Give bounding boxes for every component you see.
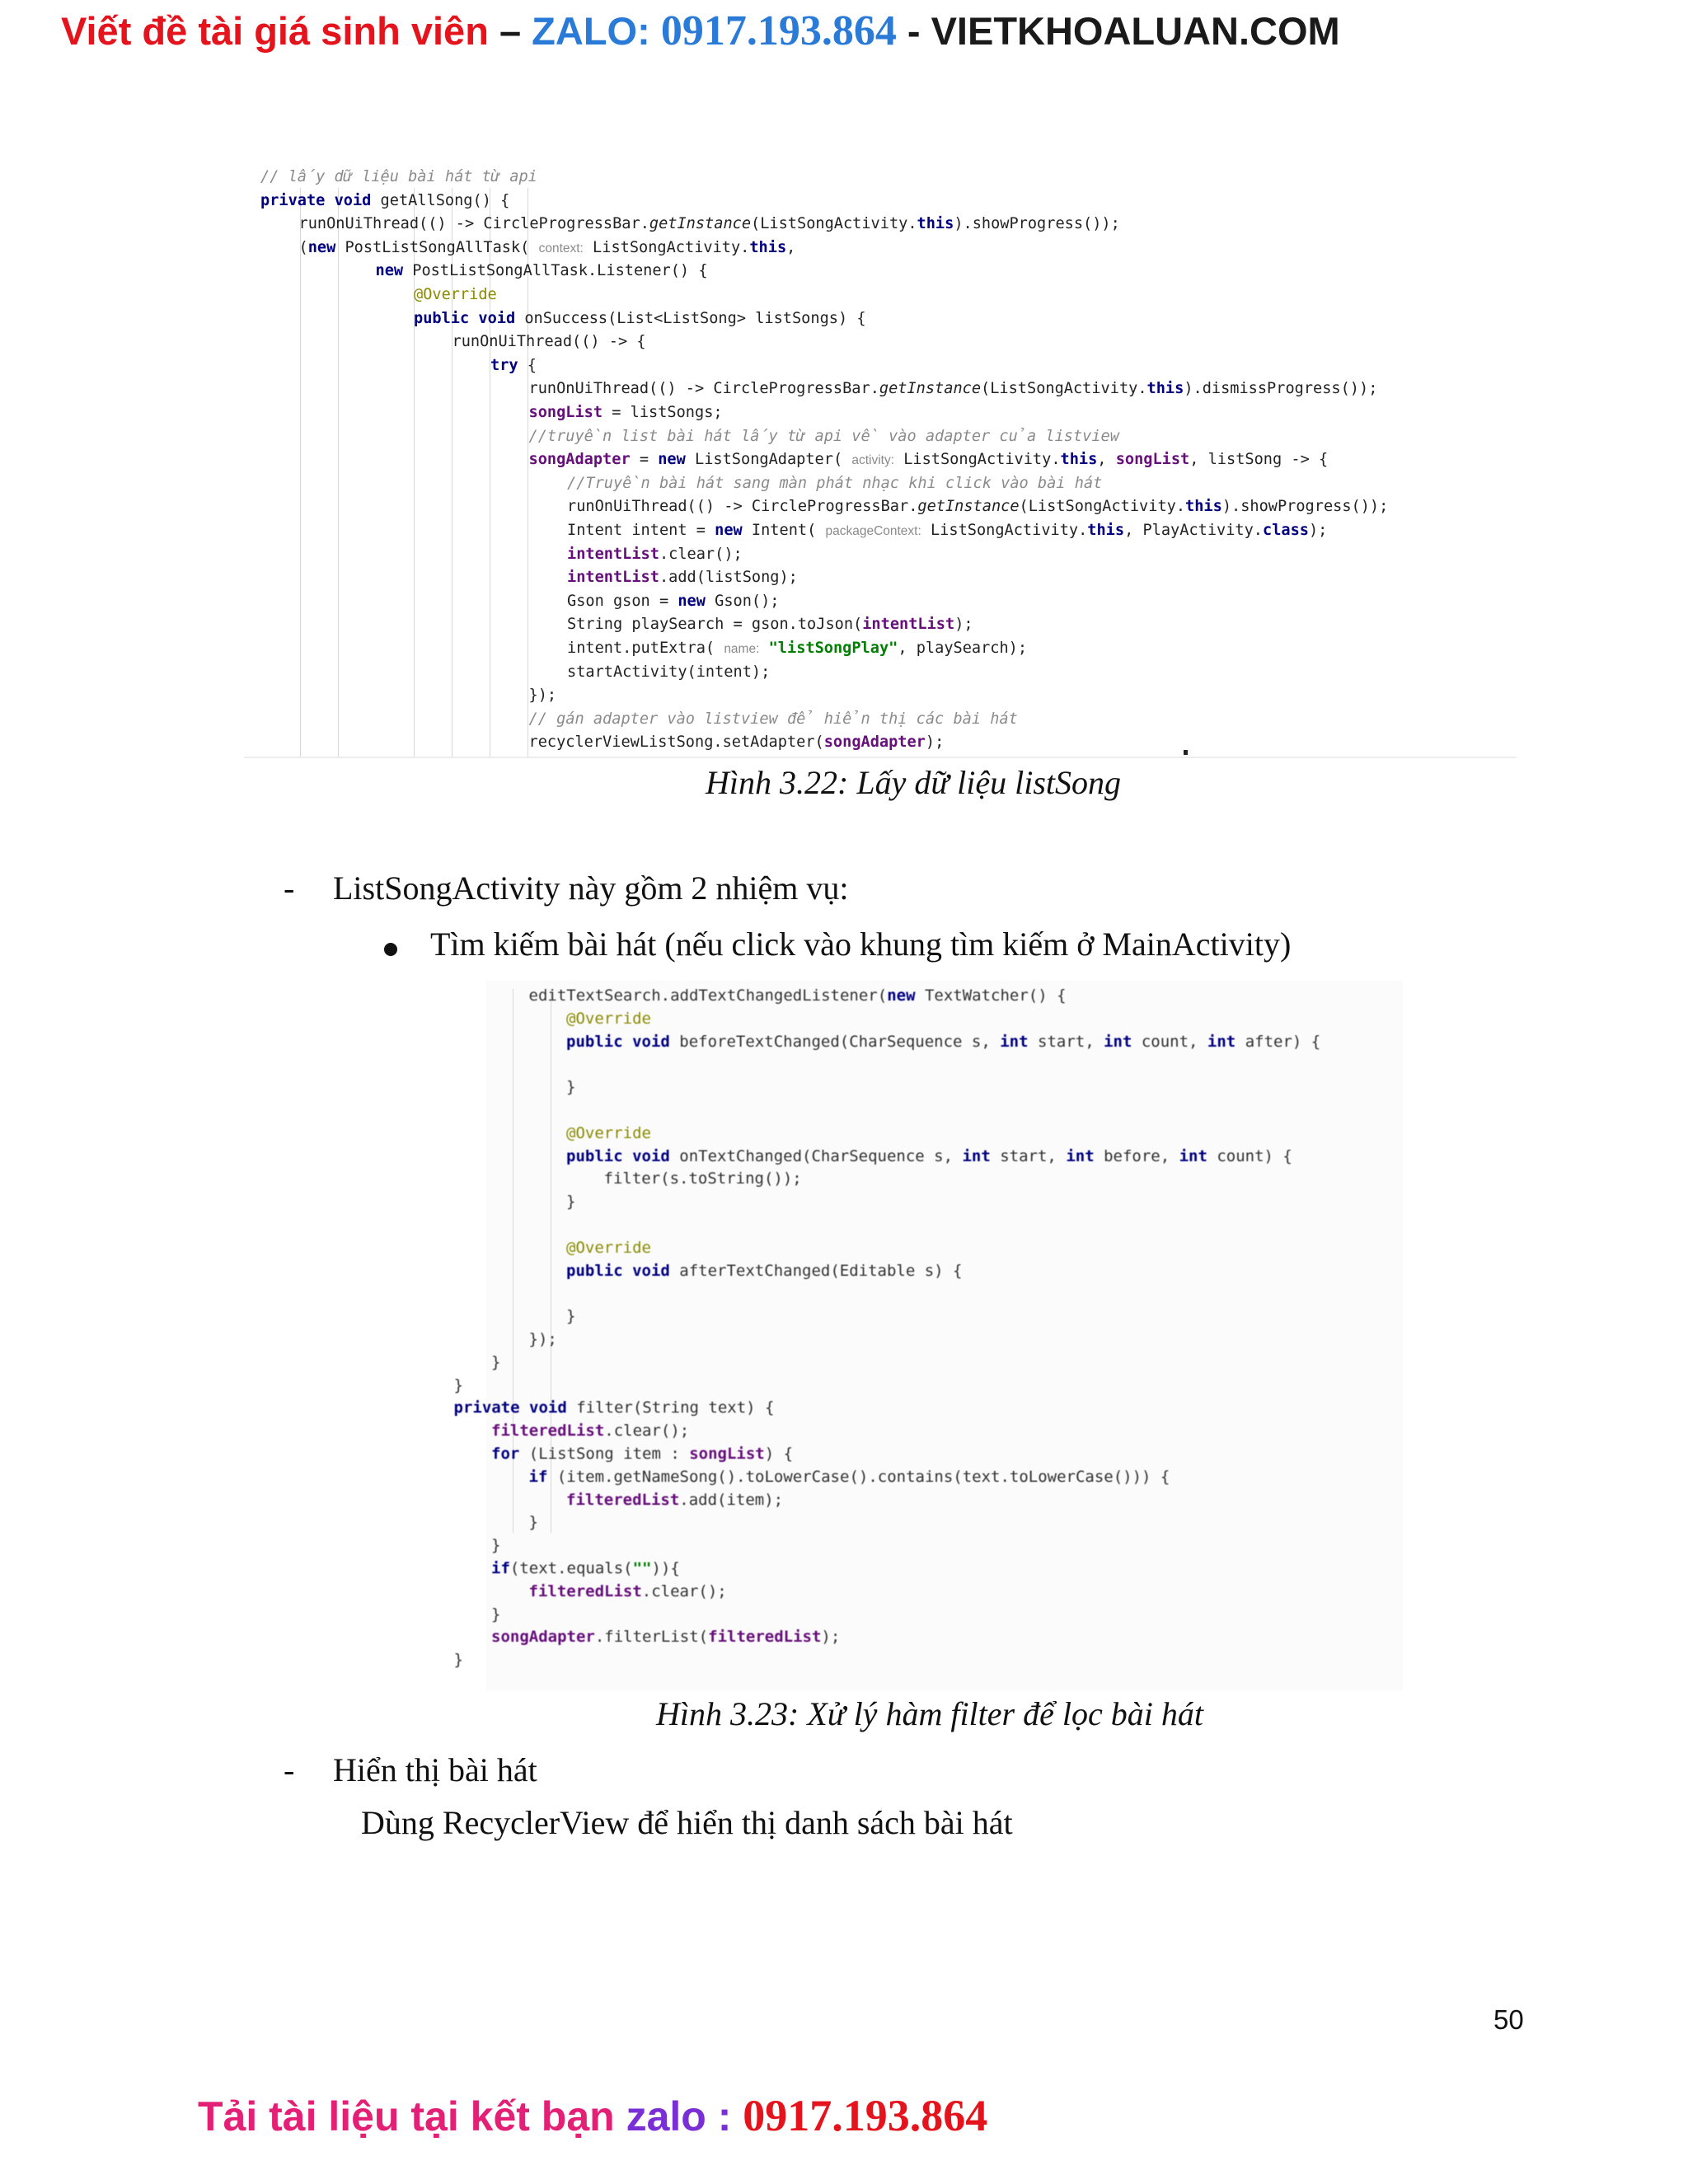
code-line: recyclerViewListSong.setAdapter(songAdapter); <box>528 733 945 752</box>
list-dash: - <box>284 869 295 907</box>
code-line: } <box>566 1307 576 1326</box>
header-banner <box>61 7 1340 55</box>
code-line: private void getAllSong() { <box>260 191 510 209</box>
code-line: filteredList.clear(); <box>528 1582 727 1601</box>
code-line: } <box>491 1352 501 1371</box>
indent-guide <box>300 188 301 757</box>
figure-caption-3-22: Hình 3.22: Lấy dữ liệu listSong <box>706 764 1122 801</box>
code-line: @Override <box>414 286 497 303</box>
code-line: runOnUiThread(() -> CircleProgressBar.getInstance(ListSongActivity.this).dismissProgress()); <box>528 380 1378 398</box>
tasks-intro-text: ListSongActivity này gồm 2 nhiệm vụ: <box>333 869 849 907</box>
header-website: - VIETKHOALUAN.COM <box>896 9 1340 53</box>
code-line: } <box>453 1376 463 1394</box>
code-screenshot-filter <box>453 981 1403 1691</box>
header-text: Viết đề tài giá sinh viên <box>61 9 489 53</box>
code-line: runOnUiThread(() -> CircleProgressBar.getInstance(ListSongActivity.this).showProgress()); <box>567 498 1389 516</box>
code-line: public void onTextChanged(CharSequence s, int start, int before, int count) { <box>566 1146 1292 1165</box>
code-line: try { <box>490 356 537 374</box>
code-line: }); <box>528 1330 557 1348</box>
footer-banner <box>198 2090 987 2141</box>
code-line: } <box>566 1078 576 1097</box>
footer-zalo-label: zalo : <box>626 2093 743 2139</box>
code-line: private void filter(String text) { <box>453 1399 775 1418</box>
code-line: //truyền list bài hát lấy từ api về vào adapter của listview <box>528 427 1119 445</box>
figure-caption-3-23: Hình 3.23: Xử lý hàm filter để lọc bài hát <box>656 1695 1203 1732</box>
caret-marker <box>1184 750 1188 755</box>
code-line: }); <box>528 687 557 705</box>
code-line: songAdapter = new ListSongAdapter( activity: ListSongActivity.this, songList, listSong -> { <box>528 451 1329 469</box>
footer-text: Tải tài liệu tại kết bạn <box>198 2093 626 2139</box>
code-line: intentList.clear(); <box>567 545 743 563</box>
bullet-icon <box>384 943 397 956</box>
code-line: public void afterTextChanged(Editable s) { <box>566 1261 963 1280</box>
indent-guide <box>338 188 339 757</box>
code-line: public void beforeTextChanged(CharSequence s, int start, int count, int after) { <box>566 1032 1321 1051</box>
code-line: for (ListSong item : songList) { <box>491 1445 794 1463</box>
code-line: public void onSuccess(List<ListSong> listSongs) { <box>414 309 866 327</box>
code-line: runOnUiThread(() -> { <box>452 333 646 351</box>
code-line: } <box>491 1605 501 1624</box>
code-line: @Override <box>566 1238 651 1257</box>
code-line: filteredList.clear(); <box>491 1422 690 1441</box>
search-task-text: Tìm kiếm bài hát (nếu click vào khung tìm kiếm ở MainActivity) <box>430 926 1292 963</box>
code-line: intent.putExtra( name: "listSongPlay", playSearch); <box>567 640 1028 657</box>
code-line: songAdapter.filterList(filteredList); <box>491 1628 841 1647</box>
code-line: } <box>453 1651 463 1670</box>
page-number: 50 <box>1493 2004 1524 2035</box>
code-line: if(text.equals("")){ <box>491 1559 680 1577</box>
code-line: } <box>566 1193 576 1212</box>
code-line: (new PostListSongAllTask( context: ListSongActivity.this, <box>298 238 796 256</box>
header-separator: – <box>488 9 532 53</box>
code-line: } <box>491 1536 501 1555</box>
code-line: songList = listSongs; <box>528 404 723 421</box>
header-phone: 0917.193.864 <box>660 7 897 54</box>
header-zalo-label: ZALO: <box>532 9 661 53</box>
code-line: filteredList.add(item); <box>566 1490 784 1509</box>
code-screenshot-getallsong <box>244 155 1517 758</box>
list-dash: - <box>284 1751 295 1788</box>
recyclerview-description: Dùng RecyclerView để hiển thị danh sách bài hát <box>361 1804 1013 1841</box>
code-line: // gán adapter vào listview để hiển thị các bài hát <box>528 710 1018 728</box>
code-line: filter(s.toString()); <box>603 1169 802 1188</box>
code-line: @Override <box>566 1009 651 1028</box>
code-line: //Truyền bài hát sang màn phát nhạc khi click vào bài hát <box>567 474 1103 492</box>
code-line: Gson gson = new Gson(); <box>567 592 780 610</box>
code-line: startActivity(intent); <box>567 663 771 681</box>
code-line: Intent intent = new Intent( packageContext: ListSongActivity.this, PlayActivity.class); <box>567 522 1328 539</box>
code-line: editTextSearch.addTextChangedListener(new TextWatcher() { <box>528 987 1067 1005</box>
code-line: String playSearch = gson.toJson(intentList); <box>567 616 973 634</box>
code-line: @Override <box>566 1123 651 1142</box>
footer-phone: 0917.193.864 <box>743 2091 988 2140</box>
code-line: new PostListSongAllTask.Listener() { <box>375 262 708 280</box>
display-songs-heading: Hiển thị bài hát <box>333 1751 537 1788</box>
code-line: intentList.add(listSong); <box>567 569 798 587</box>
code-line: if (item.getNameSong().toLowerCase().contains(text.toLowerCase())) { <box>528 1467 1170 1486</box>
code-line: } <box>528 1513 538 1532</box>
code-line: runOnUiThread(() -> CircleProgressBar.getInstance(ListSongActivity.this).showProgress()); <box>298 215 1120 233</box>
code-line: // lấy dữ liệu bài hát từ api <box>260 168 537 185</box>
